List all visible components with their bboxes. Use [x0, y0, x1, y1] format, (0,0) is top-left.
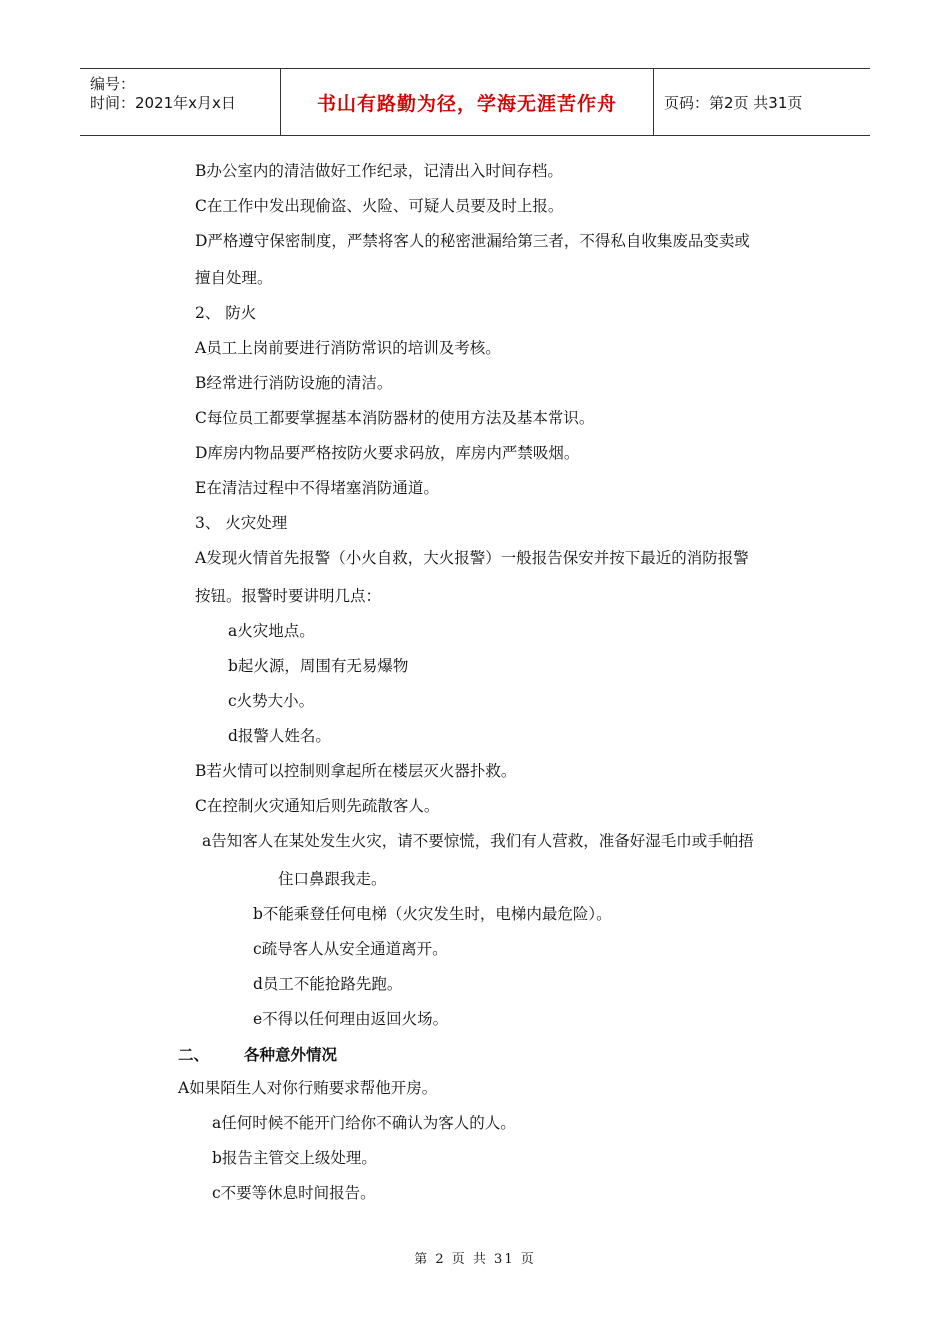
- list-item: a火灾地点。: [228, 622, 315, 640]
- list-item: d报警人姓名。: [228, 727, 331, 745]
- section-title: 各种意外情况: [244, 1046, 338, 1064]
- list-item: a告知客人在某处发生火灾，请不要惊慌，我们有人营救，准备好湿毛巾或手帕捂: [202, 832, 754, 850]
- body-line: B办公室内的清洁做好工作纪录，记清出入时间存档。: [195, 162, 563, 180]
- list-item: b起火源，周围有无易爆物: [228, 657, 409, 675]
- document-number-label: 编号：: [90, 75, 136, 93]
- list-item: e不得以任何理由返回火场。: [253, 1010, 449, 1028]
- body-line: B经常进行消防设施的清洁。: [195, 374, 393, 392]
- body-line: A发现火情首先报警（小火自救，大火报警）一般报告保安并按下最近的消防报警: [195, 549, 749, 567]
- body-line: 按钮。报警时要讲明几点：: [195, 587, 382, 605]
- subsection-heading: 2、 防火: [195, 304, 257, 322]
- body-line: C每位员工都要掌握基本消防器材的使用方法及基本常识。: [195, 409, 595, 427]
- page-footer: 第 2 页 共 31 页: [414, 1252, 536, 1267]
- list-item: c火势大小。: [228, 692, 315, 710]
- list-item-continuation: 住口鼻跟我走。: [278, 870, 387, 888]
- list-item: c不要等休息时间报告。: [212, 1184, 376, 1202]
- body-line: D库房内物品要严格按防火要求码放，库房内严禁吸烟。: [195, 444, 580, 462]
- header-meta-cell: [80, 69, 281, 135]
- body-line: A员工上岗前要进行消防常识的培训及考核。: [195, 339, 501, 357]
- body-line: 擅自处理。: [195, 269, 273, 287]
- list-item: d员工不能抢路先跑。: [253, 975, 403, 993]
- header-motto-cell: [281, 69, 654, 135]
- list-item: b不能乘登任何电梯（火灾发生时，电梯内最危险）。: [253, 905, 612, 923]
- section-number: 二、: [178, 1046, 210, 1064]
- subsection-heading: 3、 火灾处理: [195, 514, 288, 532]
- body-line: D严格遵守保密制度，严禁将客人的秘密泄漏给第三者，不得私自收集废品变卖或: [195, 232, 750, 250]
- list-item: a任何时候不能开门给你不确认为客人的人。: [212, 1114, 516, 1132]
- header-motto: 书山有路勤为径，学海无涯苦作舟: [316, 92, 617, 115]
- body-line: C在控制火灾通知后则先疏散客人。: [195, 797, 440, 815]
- header-page-info: 页码：第2页 共31页: [664, 93, 803, 112]
- page-header: [80, 68, 870, 136]
- body-line: C在工作中发出现偷盗、火险、可疑人员要及时上报。: [195, 197, 564, 215]
- header-page-cell: [654, 69, 870, 135]
- body-line: A如果陌生人对你行贿要求帮他开房。: [178, 1079, 438, 1097]
- body-line: B若火情可以控制则拿起所在楼层灭火器扑救。: [195, 762, 517, 780]
- list-item: b报告主管交上级处理。: [212, 1149, 377, 1167]
- body-line: E在清洁过程中不得堵塞消防通道。: [195, 479, 439, 497]
- document-time-label: 时间：2021年x月x日: [90, 94, 236, 112]
- list-item: c疏导客人从安全通道离开。: [253, 940, 448, 958]
